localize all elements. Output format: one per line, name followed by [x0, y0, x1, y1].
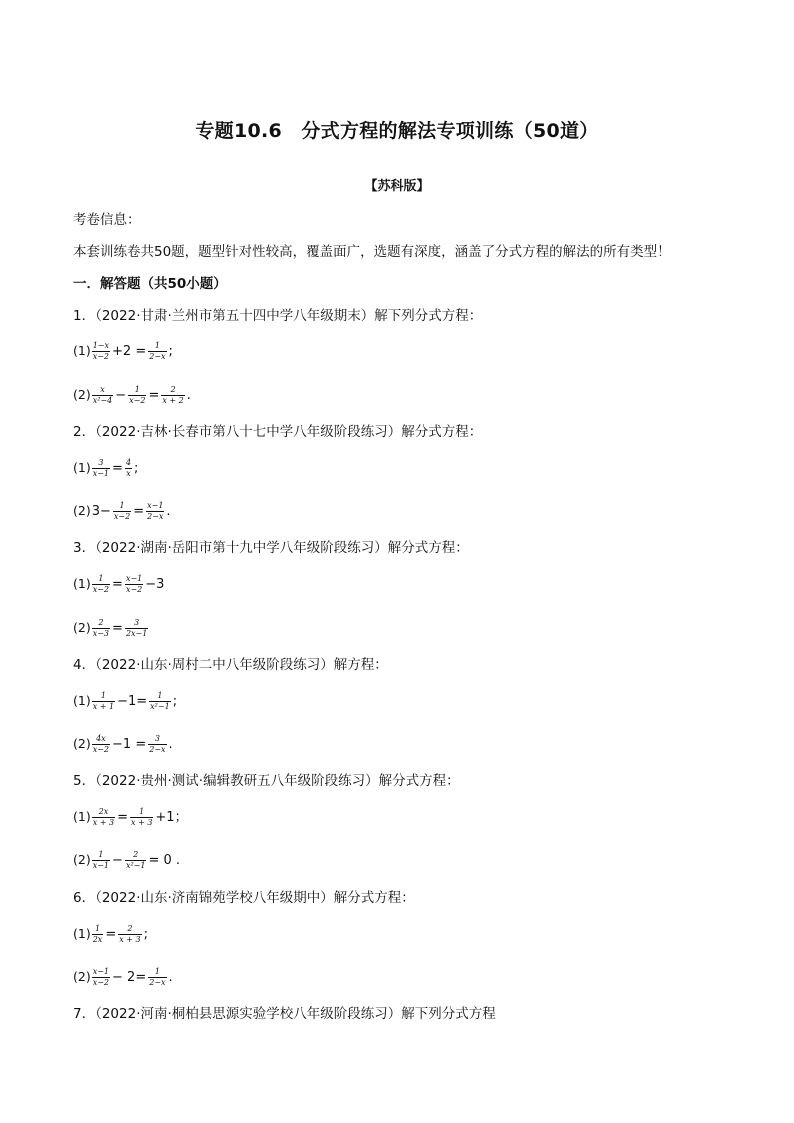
fraction-numerator: 1	[154, 340, 160, 350]
equation-operator: =	[112, 460, 123, 476]
fraction	[161, 385, 184, 406]
fraction-denominator: x + 1	[92, 701, 115, 711]
fraction-denominator: x²−4	[92, 395, 113, 405]
fraction-numerator: 2	[133, 849, 139, 859]
fraction-denominator: x²−1	[150, 701, 170, 711]
fraction	[125, 458, 132, 479]
fraction-denominator: x−2	[92, 351, 110, 361]
fraction-denominator: x−1	[92, 860, 110, 870]
equation-5-2	[73, 845, 181, 875]
fraction-numerator: 3	[98, 457, 104, 467]
equation-operator: = 0 .	[148, 852, 181, 868]
equation-label: (1)	[73, 342, 91, 358]
fraction	[92, 385, 114, 406]
equation-label: (2)	[73, 619, 91, 635]
fraction-denominator: x	[126, 468, 131, 478]
equation-1-2	[73, 380, 192, 410]
fraction-numerator: 1	[134, 384, 140, 394]
equation-operator: +1；	[155, 809, 188, 825]
fraction-denominator: 2−x	[147, 511, 164, 521]
fraction-denominator: x + 2	[162, 395, 184, 405]
section-heading: 一．解答题（共50小题）	[73, 276, 227, 292]
fraction-numerator: 1−x	[92, 340, 110, 350]
equation-operator: =	[117, 809, 129, 825]
fraction	[148, 734, 166, 755]
fraction-denominator: x²−1	[125, 860, 146, 870]
equation-operator: .	[168, 736, 173, 752]
fraction-denominator: x + 3	[92, 817, 115, 827]
fraction	[125, 850, 147, 871]
info-label: 考卷信息：	[73, 212, 141, 228]
fraction-denominator: x−2	[92, 584, 110, 594]
question-stem-6: 6．（2022·山东·济南锦苑学校八年级期中）解分式方程：	[73, 890, 415, 906]
question-stem-1: 1．（2022·甘肃·兰州市第五十四中学八年级期末）解下列分式方程：	[73, 308, 483, 324]
fraction	[113, 501, 131, 522]
fraction-denominator: 2−x	[149, 977, 166, 987]
fraction-denominator: x−2	[92, 744, 110, 754]
equation-1-1	[73, 336, 174, 366]
equation-operator: −	[112, 852, 123, 868]
equation-operator: .	[186, 387, 191, 403]
info-description: 本套训练卷共50题，题型针对性较高，覆盖面广，选题有深度，涵盖了分式方程的解法的所有类型！	[73, 244, 671, 260]
equation-operator: −	[115, 387, 127, 403]
fraction	[148, 341, 166, 362]
fraction-numerator: x−1	[147, 500, 164, 510]
equation-operator: ;	[143, 926, 149, 942]
fraction-numerator: 1	[157, 690, 163, 700]
fraction-denominator: 2x−1	[125, 628, 148, 638]
equation-operator: −3	[145, 576, 165, 592]
fraction-numerator: 1	[100, 690, 106, 700]
fraction	[125, 618, 148, 639]
fraction	[92, 807, 115, 828]
equation-2-2	[73, 496, 172, 526]
equation-5-1	[73, 802, 189, 832]
equation-operator: 3−	[91, 503, 111, 519]
equation-6-2	[73, 962, 174, 992]
equation-2-1	[73, 453, 139, 483]
fraction-numerator: 1	[98, 573, 104, 583]
fraction-denominator: x−2	[129, 395, 146, 405]
equation-operator: ;	[134, 460, 139, 476]
fraction-denominator: x−2	[113, 511, 131, 521]
fraction-numerator: x−1	[125, 573, 143, 583]
fraction-denominator: x−3	[92, 628, 110, 638]
fraction-numerator: 2x	[98, 806, 109, 816]
fraction-denominator: x + 3	[119, 934, 141, 944]
question-stem-3: 3．（2022·湖南·岳阳市第十九中学八年级阶段练习）解分式方程：	[73, 540, 469, 556]
fraction	[92, 734, 110, 755]
fraction-numerator: 2	[127, 923, 133, 933]
question-stem-2: 2．（2022·吉林·长春市第八十七中学八年级阶段练习）解分式方程：	[73, 424, 483, 440]
fraction	[148, 967, 166, 988]
fraction	[92, 691, 115, 712]
fraction-numerator: 2	[170, 384, 176, 394]
fraction	[149, 691, 171, 712]
fraction-denominator: x−2	[125, 584, 143, 594]
fraction-numerator: x−1	[92, 966, 110, 976]
fraction-numerator: 4	[125, 457, 132, 467]
fraction	[92, 458, 110, 479]
equation-label: (2)	[73, 851, 91, 867]
fraction	[125, 574, 143, 595]
fraction-numerator: x	[100, 384, 105, 394]
fraction	[118, 924, 141, 945]
equation-3-2	[73, 613, 149, 643]
fraction	[92, 341, 110, 362]
fraction-numerator: 3	[134, 617, 140, 627]
equation-label: (1)	[73, 692, 91, 708]
fraction-denominator: 2−x	[149, 744, 166, 754]
equation-label: (1)	[73, 459, 91, 475]
equation-operator: =	[133, 503, 145, 519]
fraction-numerator: 1	[139, 806, 145, 816]
equation-operator: ;	[172, 693, 178, 709]
fraction-numerator: 3	[154, 733, 160, 743]
equation-4-1	[73, 686, 178, 716]
question-stem-7: 7．（2022·河南·桐柏县思源实验学校八年级阶段练习）解下列分式方程	[73, 1006, 496, 1022]
fraction	[92, 574, 110, 595]
equation-operator: =	[112, 620, 123, 636]
equation-label: (1)	[73, 575, 91, 591]
page-title: 专题10.6 分式方程的解法专项训练（50道）	[195, 120, 599, 142]
question-stem-4: 4．（2022·山东·周村二中八年级阶段练习）解方程：	[73, 657, 388, 673]
fraction	[92, 967, 110, 988]
fraction	[146, 501, 164, 522]
equation-operator: .	[168, 969, 173, 985]
equation-3-1	[73, 569, 165, 599]
fraction-denominator: x−1	[92, 468, 110, 478]
equation-operator: −1 =	[112, 736, 147, 752]
fraction	[92, 618, 110, 639]
fraction	[130, 807, 153, 828]
equation-operator: −1=	[117, 693, 148, 709]
fraction-denominator: x−2	[92, 977, 110, 987]
equation-label: (1)	[73, 808, 91, 824]
fraction-denominator: 2−x	[149, 351, 166, 361]
fraction-denominator: x + 3	[131, 817, 153, 827]
equation-operator: =	[148, 387, 160, 403]
fraction	[92, 924, 104, 945]
equation-operator: +2 =	[112, 343, 147, 359]
fraction	[128, 385, 146, 406]
equation-label: (2)	[73, 968, 91, 984]
equation-label: (2)	[73, 502, 91, 518]
edition-label: 【苏科版】	[364, 179, 430, 194]
fraction	[92, 850, 110, 871]
equation-label: (2)	[73, 735, 91, 751]
equation-operator: =	[112, 576, 123, 592]
fraction-numerator: 2	[98, 617, 104, 627]
equation-operator: =	[105, 926, 117, 942]
equation-6-1	[73, 919, 149, 949]
fraction-numerator: 1	[154, 966, 160, 976]
fraction-numerator: 1	[98, 849, 104, 859]
fraction-numerator: 4x	[96, 733, 106, 743]
equation-operator: .	[166, 503, 171, 519]
fraction-denominator: 2x	[92, 934, 103, 944]
equation-operator: − 2=	[112, 969, 147, 985]
equation-4-2	[73, 729, 174, 759]
fraction-numerator: 1	[119, 500, 125, 510]
equation-label: (1)	[73, 925, 91, 941]
fraction-numerator: 1	[94, 923, 101, 933]
equation-label: (2)	[73, 386, 91, 402]
equation-operator: ;	[168, 343, 173, 359]
question-stem-5: 5．（2022·贵州·测试·编辑教研五八年级阶段练习）解分式方程：	[73, 773, 460, 789]
